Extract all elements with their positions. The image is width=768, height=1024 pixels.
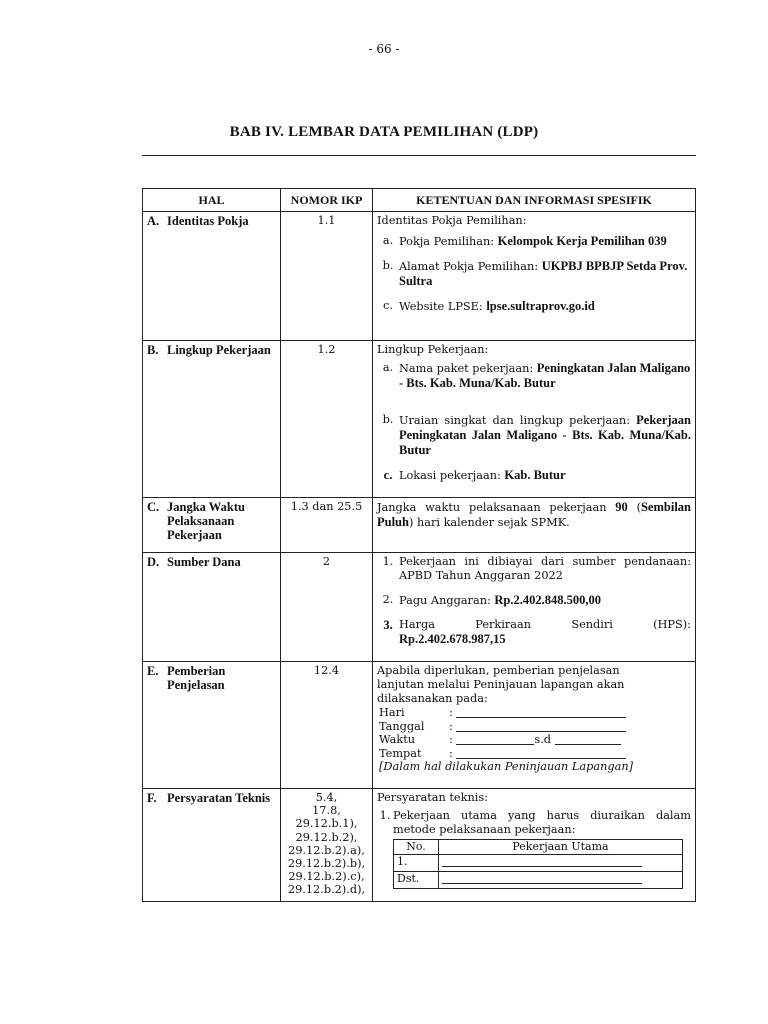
- row-intro: Lingkup Pekerjaan:: [377, 343, 489, 356]
- website-link[interactable]: lpse.sultraprov.go.id: [486, 299, 595, 313]
- page-title: BAB IV. LEMBAR DATA PEMILIHAN (LDP): [229, 124, 539, 140]
- blank-line: [555, 733, 621, 745]
- row-heading: B. Lingkup Pekerjaan: [147, 343, 271, 357]
- table-row: [143, 553, 696, 662]
- list-item: 2. Pagu Anggaran: Rp.2.402.848.500,00: [382, 593, 601, 607]
- main-work-table: [393, 839, 683, 889]
- list-item: 1. Pekerjaan utama yang harus diuraikan dalam metode pelaksanaan pekerjaan:: [379, 809, 691, 836]
- row-heading: E. Pemberian Penjelasan: [147, 664, 226, 692]
- blank-line: [442, 873, 642, 884]
- blank-line: [456, 706, 626, 718]
- row-heading: A. Identitas Pokja: [147, 214, 249, 228]
- inner-header-no: No.: [394, 840, 439, 855]
- table-row: [143, 789, 696, 902]
- ikp-number: 1.1: [281, 212, 373, 341]
- row-heading: D. Sumber Dana: [147, 555, 241, 569]
- table-row: 1.: [394, 855, 683, 872]
- row-intro: Persyaratan teknis:: [377, 791, 488, 804]
- table-row: [143, 498, 696, 553]
- list-item: c. Website LPSE: lpse.sultraprov.go.id: [383, 299, 595, 313]
- list-item: a. Nama paket pekerjaan: Peningkatan Jalan Maligano - Bts. Kab. Muna/Kab. Butur: [382, 361, 691, 390]
- list-item: b. Uraian singkat dan lingkup pekerjaan: Pekerjaan Peningkatan Jalan Maligano - Bts. Kab. Muna/Kab. Butur: [382, 413, 691, 457]
- field-waktu: Waktu : s.d: [377, 733, 691, 747]
- table-row: [143, 341, 696, 498]
- header-hal: HAL: [143, 189, 281, 212]
- ldp-table: [142, 188, 696, 902]
- header-nomor-ikp: NOMOR IKP: [281, 189, 373, 212]
- blank-line: [456, 720, 626, 732]
- table-row: Dst.: [394, 872, 683, 889]
- header-row: [143, 189, 696, 212]
- inner-header-pekerjaan: Pekerjaan Utama: [439, 840, 683, 855]
- list-item: a. Pokja Pemilihan: Kelompok Kerja Pemilihan 039: [382, 234, 667, 248]
- ikp-number: 1.3 dan 25.5: [281, 498, 373, 553]
- list-item: b. Alamat Pokja Pemilihan: UKPBJ BPBJP Setda Prov. Sultra: [382, 259, 688, 288]
- ikp-number: 2: [281, 553, 373, 662]
- row-heading: F. Persyaratan Teknis: [147, 791, 271, 805]
- blank-line: [442, 856, 642, 867]
- title-divider: [142, 155, 696, 156]
- list-item: 3. Harga Perkiraan Sendiri (HPS): Rp.2.402.678.987,15: [383, 618, 691, 646]
- blank-line: [456, 733, 534, 745]
- list-item: c. Lokasi pekerjaan: Kab. Butur: [383, 468, 566, 482]
- note-text: [Dalam hal dilakukan Peninjauan Lapangan]: [379, 760, 634, 773]
- table-row: [143, 662, 696, 789]
- list-item: 1. Pekerjaan ini dibiayai dari sumber pendanaan: APBD Tahun Anggaran 2022: [382, 555, 691, 582]
- header-ketentuan: KETENTUAN DAN INFORMASI SPESIFIK: [373, 189, 696, 212]
- row-intro: Apabila diperlukan, pemberian penjelasan lanjutan melalui Peninjauan lapangan akan dilaksanakan pada:: [377, 664, 625, 705]
- field-tempat: Tempat :: [377, 747, 691, 761]
- page-number: - 66 -: [368, 42, 400, 56]
- duration-text: Jangka waktu pelaksanaan pekerjaan 90 (Sembilan Puluh) hari kalender sejak SPMK.: [373, 498, 696, 553]
- field-hari: Hari :: [377, 706, 691, 720]
- ikp-number: 1.2: [281, 341, 373, 498]
- table-row: [143, 212, 696, 341]
- ikp-number-list: 5.4, 17.8, 29.12.b.1), 29.12.b.2), 29.12.b.2).a), 29.12.b.2).b), 29.12.b.2).c), 29.12.b.2).d),: [281, 789, 373, 902]
- field-tanggal: Tanggal :: [377, 720, 691, 734]
- ikp-number: 12.4: [281, 662, 373, 789]
- row-intro: Identitas Pokja Pemilihan:: [377, 214, 527, 227]
- row-heading: C. Jangka Waktu Pelaksanaan Pekerjaan: [147, 500, 245, 542]
- blank-line: [456, 747, 626, 759]
